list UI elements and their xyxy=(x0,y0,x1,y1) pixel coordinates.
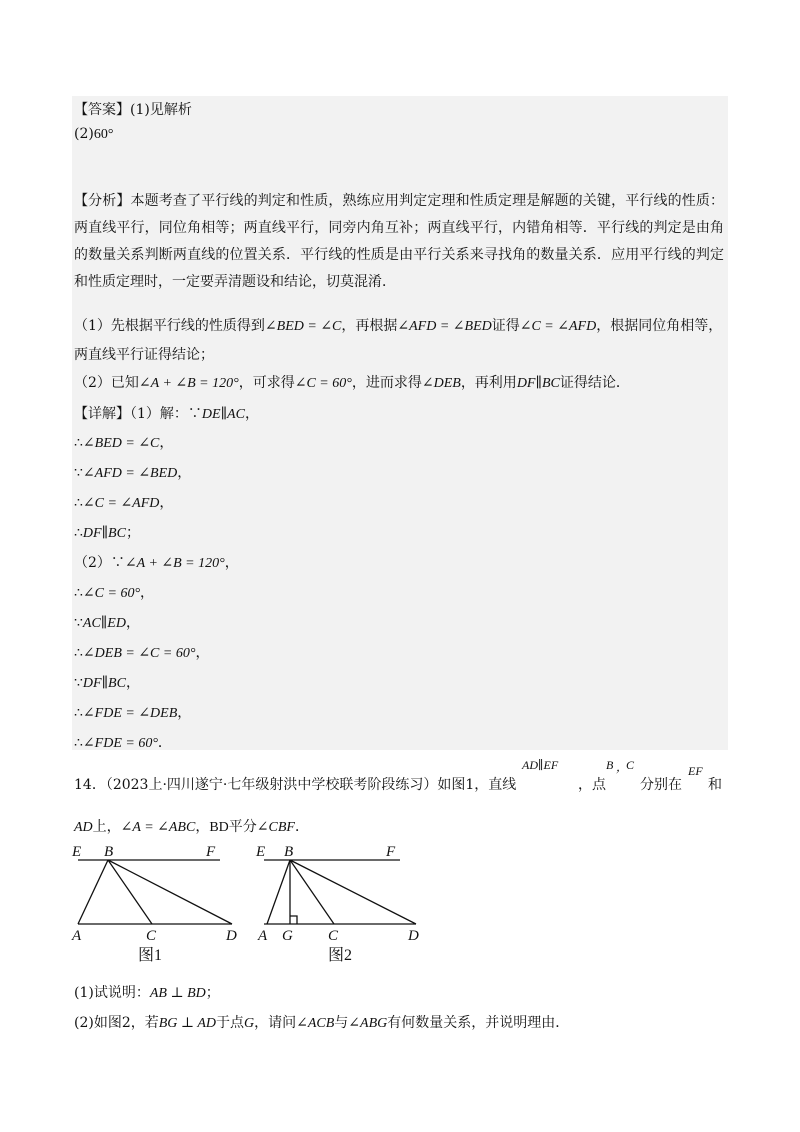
fig2-seg-ab xyxy=(267,860,290,924)
step1-text-c: 证得 xyxy=(491,318,520,334)
step2-text-e: 证得结论． xyxy=(559,375,630,391)
detail-line-prefix: （2）∵ xyxy=(74,555,125,571)
fig2-label-b: B xyxy=(284,844,294,860)
step2-math4: DF∥BC xyxy=(516,376,560,391)
fig1-label-b: B xyxy=(104,844,114,860)
detail-line-prefix: ∴ xyxy=(74,645,83,661)
step2-text-a: （2）已知 xyxy=(74,375,139,391)
detail-line-prefix: ∵ xyxy=(74,465,83,481)
fig1-seg-ab xyxy=(78,860,108,924)
detail-label: 【详解】（1）解：∵ xyxy=(74,406,202,422)
detail-line-prefix: ∴ xyxy=(74,735,83,751)
answer-line xyxy=(74,100,192,120)
sub2-text-d: 与 xyxy=(334,1015,349,1031)
detail-line-suffix: ； xyxy=(125,525,140,541)
q2-text-a: 上， xyxy=(92,819,121,835)
q2-math2: ∠A = ∠ABC xyxy=(120,820,196,835)
sub2-math4: ∠ABG xyxy=(348,1016,388,1031)
analysis-step1-cont: 两直线平行证得结论； xyxy=(74,347,214,363)
step1-text-d: ，根据同位角相等， xyxy=(596,318,723,334)
step2-math2: ∠C = 60° xyxy=(294,376,352,391)
detail-line-math: ∠A + ∠B = 120° xyxy=(124,556,225,571)
q2-math1: AD xyxy=(74,820,93,835)
detail-line xyxy=(74,703,191,724)
fig2-right-angle xyxy=(290,916,297,924)
step1-math1: ∠BED = ∠C xyxy=(264,319,342,334)
analysis-paragraph: 【分析】本题考查了平行线的判定和性质，熟练应用判定定理和性质定理是解题的关键，平行线的性质：两直线平行，同位角相等；两直线平行，同旁内角互补；两直线平行，内错角相等．平行线的判定是由角的数量关系判断两直线的位置关系．平行线的性质是由平行关系来寻找角的数量关系．应用平行线的判定和性质定理时，一定要弄清题设和结论，切莫混淆． xyxy=(74,193,724,290)
detail-line-suffix: ， xyxy=(177,465,192,481)
q2-math4: ∠CBF xyxy=(256,820,295,835)
fig1-label-e: E xyxy=(72,844,82,860)
q2-text-d: ． xyxy=(294,819,309,835)
detail-line-prefix: ∴ xyxy=(74,525,83,541)
step2-math3: ∠DEB xyxy=(421,376,461,391)
question-he: 和 xyxy=(708,777,722,793)
detail-line-math: AC∥ED xyxy=(82,616,126,631)
step2-text-c: ，进而求得 xyxy=(351,375,422,391)
fig1-label-c: C xyxy=(146,928,157,944)
detail-line xyxy=(74,733,172,754)
detail-line-math: ∠FDE = ∠DEB xyxy=(82,706,178,721)
sub2-text-a: (2)如图2，若 xyxy=(74,1015,159,1031)
detail-line-math: ∠BED = ∠C xyxy=(82,436,160,451)
sub2-math2: G xyxy=(244,1016,255,1031)
fig2-label-c: C xyxy=(328,928,339,944)
detail-label-math: DE∥AC xyxy=(201,407,245,422)
detail-heading xyxy=(74,404,259,425)
detail-line-math: ∠FDE = 60° xyxy=(82,736,158,751)
fig2-seg-bd xyxy=(290,860,416,924)
detail-line-suffix: ， xyxy=(159,435,174,451)
question-source: （2023上·四川遂宁·七年级射洪中学校联考阶段练习）如图1，直线 xyxy=(105,777,517,793)
question-point-text: ，点 xyxy=(578,777,606,793)
subquestion-2 xyxy=(74,1012,569,1032)
detail-label-end: ， xyxy=(244,406,259,422)
q2-text-c: 平分 xyxy=(228,819,257,835)
step1-math2: ∠AFD = ∠BED xyxy=(397,319,492,334)
detail-line xyxy=(74,433,173,454)
fig1-seg-bc xyxy=(108,860,152,924)
detail-line-suffix: ， xyxy=(125,675,140,691)
fig1-caption: 图1 xyxy=(138,947,163,964)
detail-line-math: ∠C = 60° xyxy=(82,586,141,601)
answer-part2-value: 60° xyxy=(93,127,114,142)
fig2-label-f: F xyxy=(386,844,396,860)
detail-line-prefix: ∴ xyxy=(74,705,83,721)
detail-line xyxy=(74,673,140,694)
detail-line-prefix: ∵ xyxy=(74,615,83,631)
fig2-seg-bc xyxy=(290,860,334,924)
fig1-label-a: A xyxy=(72,928,82,944)
question-ad-ef: AD∥EF xyxy=(522,758,559,772)
detail-line xyxy=(74,553,239,574)
sub1-prefix: (1)试说明： xyxy=(74,985,150,1001)
fig2-label-a: A xyxy=(258,928,268,944)
detail-line xyxy=(74,583,154,604)
sub1-suffix: ； xyxy=(205,985,220,1001)
step2-text-b: ，可求得 xyxy=(238,375,295,391)
detail-line-math: ∠C = ∠AFD xyxy=(82,496,160,511)
answer-part2 xyxy=(74,124,113,145)
detail-line-suffix: ， xyxy=(140,585,155,601)
step2-text-d: ，再利用 xyxy=(460,375,517,391)
step1-text-b: ，再根据 xyxy=(341,318,398,334)
fig1-seg-bd xyxy=(108,860,232,924)
detail-line-prefix: ∴ xyxy=(74,435,83,451)
detail-line-math: DF∥BC xyxy=(82,676,126,691)
fig2-caption: 图2 xyxy=(328,947,353,964)
detail-line-suffix: ， xyxy=(224,555,239,571)
q2-math3: BD xyxy=(209,820,229,835)
detail-line-suffix: ， xyxy=(125,615,140,631)
sub2-text-e: 有何数量关系，并说明理由． xyxy=(387,1015,570,1031)
detail-line xyxy=(74,643,209,664)
figure-1 xyxy=(78,860,232,924)
q2-text-b: ， xyxy=(195,819,210,835)
sub2-math1: BG ⊥ AD xyxy=(158,1016,216,1031)
detail-line-math: ∠AFD = ∠BED xyxy=(82,466,178,481)
answer-part2-prefix: (2) xyxy=(74,126,94,142)
figures xyxy=(70,842,510,972)
detail-line-suffix: ， xyxy=(159,495,174,511)
question-number: 14． xyxy=(74,777,106,793)
sub1-math: AB ⊥ BD xyxy=(149,986,206,1001)
detail-line-math: ∠DEB = ∠C = 60° xyxy=(82,646,196,661)
step2-math1: ∠A + ∠B = 120° xyxy=(138,376,239,391)
figure-2 xyxy=(264,860,416,924)
detail-line xyxy=(74,463,191,484)
sub2-text-c: ，请问 xyxy=(254,1015,297,1031)
question-c: C xyxy=(626,758,635,772)
detail-line-suffix: ． xyxy=(157,735,172,751)
detail-line-prefix: ∴ xyxy=(74,585,83,601)
question-comma: ， xyxy=(616,760,629,774)
analysis-step2 xyxy=(74,373,630,394)
fig2-label-e: E xyxy=(256,844,266,860)
detail-line-suffix: ， xyxy=(177,705,192,721)
detail-line xyxy=(74,613,140,634)
fig2-label-g: G xyxy=(282,928,293,944)
question-b: B xyxy=(606,758,614,772)
sub2-math3: ∠ACB xyxy=(296,1016,335,1031)
detail-line-math: DF∥BC xyxy=(82,526,126,541)
question-fenbie: 分别在 xyxy=(640,777,682,793)
fig1-label-d: D xyxy=(226,928,237,944)
detail-line xyxy=(74,493,173,514)
detail-line xyxy=(74,523,140,544)
question-line2 xyxy=(74,816,309,836)
answer-part1: (1)见解析 xyxy=(130,102,192,118)
question-line1 xyxy=(74,774,516,794)
detail-line-suffix: ， xyxy=(195,645,210,661)
answer-label: 【答案】 xyxy=(74,102,130,118)
fig1-label-f: F xyxy=(206,844,216,860)
detail-line-prefix: ∴ xyxy=(74,495,83,511)
detail-line-prefix: ∵ xyxy=(74,675,83,691)
step1-math3: ∠C = ∠AFD xyxy=(519,319,597,334)
step1-text-a: （1）先根据平行线的性质得到 xyxy=(74,318,265,334)
subquestion-1 xyxy=(74,982,220,1002)
analysis-step1 xyxy=(74,316,722,337)
question-ef: EF xyxy=(688,764,703,778)
fig2-label-d: D xyxy=(408,928,419,944)
sub2-text-b: 于点 xyxy=(216,1015,244,1031)
